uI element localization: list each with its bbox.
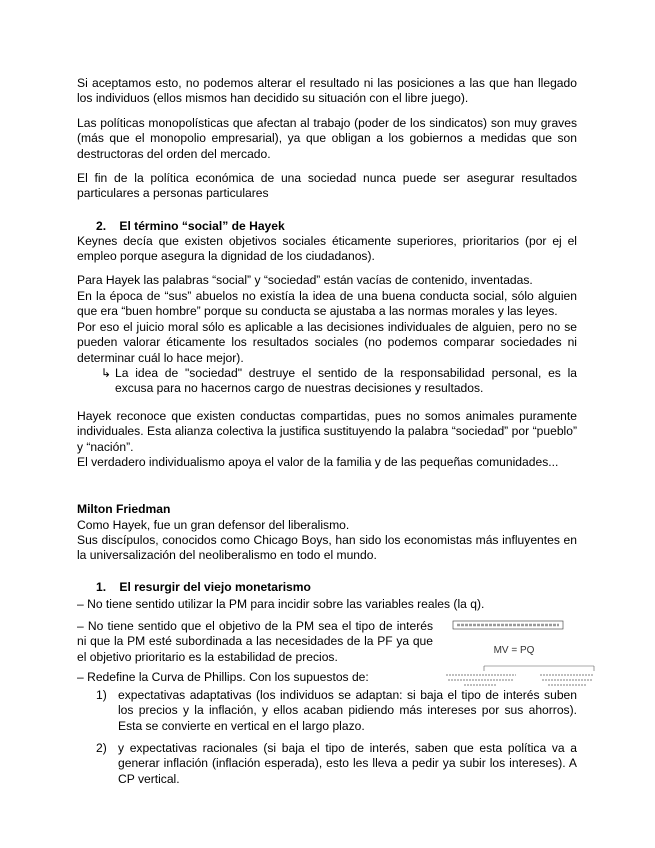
paragraph-friedman-intro: Como Hayek, fue un gran defensor del liberalismo. <box>77 518 350 532</box>
paragraph-juicio-moral: Por eso el juicio moral sólo es aplicable a las decisiones individuales de alguien, pero no se pueden valorar éticamente los resultados sociales (no podemos comparar sociedades ni determinar cuál lo hace mejor). <box>77 320 577 365</box>
monetary-diagram <box>444 619 604 693</box>
section-number: 2. <box>96 219 107 233</box>
paragraph-individualismo: El verdadero individualismo apoya el valor de la familia y de las pequeñas comunidades... <box>77 455 559 469</box>
line-curva-phillips: – Redefine la Curva de Phillips. Con los supuestos de: <box>77 670 369 684</box>
line-pm-objetivo: – No tiene sentido que el objetivo de la PM sea el tipo de interés ni que la PM esté subordinada a las necesidades de la PF ya que el objetivo prioritario es la estabilidad de precios. <box>77 619 433 664</box>
list-number-1: 1) <box>96 688 107 702</box>
paragraph-hayek-social: Para Hayek las palabras “social” y “sociedad” están vacías de contenido, inventadas. <box>77 273 533 287</box>
paragraph-sindicatos: Las políticas monopolísticas que afectan al trabajo (poder de los sindicatos) son muy graves (más que el monopolio empresarial), ya que obligan a los gobiernos a medidas que son destructoras del orden del mercado. <box>77 116 577 161</box>
section-heading-monetarismo <box>96 580 576 595</box>
list-item-adaptativas: expectativas adaptativas (los individuos se adaptan: si baja el tipo de interés suben los precios y la inflación, y ellos acaban pidiendo más intereses por sus ahorros). Esta se convierte en vertical en el largo plazo. <box>118 688 577 733</box>
section-title: El término “social” de Hayek <box>119 219 285 233</box>
section-title: El resurgir del viejo monetarismo <box>119 580 311 594</box>
list-item-racionales: y expectativas racionales (si baja el tipo de interés, saben que esta política va a generar inflación (inflación esperada), esto les lleva a pedir ya subir los intereses). A CP vertical. <box>118 741 577 786</box>
sub-note-sociedad: La idea de "sociedad" destruye el sentido de la responsabilidad personal, es la excusa para no hacernos cargo de nuestras decisiones y resultados. <box>115 366 577 396</box>
paragraph-chicago-boys: Sus discípulos, conocidos como Chicago Boys, han sido los economistas más influyentes en la universalización del neoliberalismo en todo el mundo. <box>77 533 577 563</box>
section-heading-social <box>96 219 576 234</box>
list-number-2: 2) <box>96 741 107 755</box>
line-pm-variables: – No tiene sentido utilizar la PM para incidir sobre las variables reales (la q). <box>77 597 485 611</box>
paragraph-abuelos: En la época de “sus” abuelos no existía la idea de una buena conducta social, sólo alguien que era “buen hombre” porque su conducta se ajustaba a las normas morales y las leyes. <box>77 289 577 319</box>
paragraph-fin-politica: El fin de la política económica de una sociedad nunca puede ser asegurar resultados particulares a personas particulares <box>77 171 577 201</box>
paragraph-keynes: Keynes decía que existen objetivos sociales éticamente superiores, prioritarios (por ej el empleo porque asegura la dignidad de los ciudadanos). <box>77 234 577 264</box>
paragraph-conductas: Hayek reconoce que existen conductas compartidas, pues no somos animales puramente individuales. Esta alianza colectiva la justifica sustituyendo la palabra “sociedad” por “pueblo” y “nación”. <box>77 409 577 454</box>
diagram-svg <box>444 619 604 693</box>
section-number: 1. <box>96 580 107 594</box>
arrow-icon: ↳ <box>101 366 112 380</box>
paragraph-libre-juego: Si aceptamos esto, no podemos alterar el resultado ni las posiciones a las que han llegado los individuos (ellos mismos han decidido su situación con el libre juego). <box>77 76 577 106</box>
heading-friedman: Milton Friedman <box>77 502 171 516</box>
diagram-equation: MV = PQ <box>493 645 535 656</box>
